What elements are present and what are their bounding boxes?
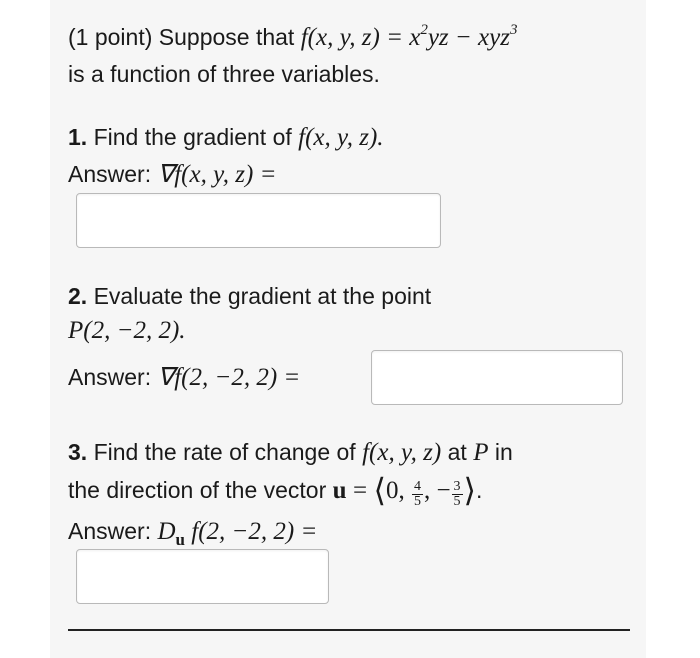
function-expression: f(x, y, $z) = x^2yz - xyz^3$: [300, 22, 518, 51]
problem-intro: [68, 22, 517, 53]
question-3-line-2: the direction of the vector u = ⟨0, $\frac{4}{5}$ , − $\frac{3}{5}$ ⟩.: [68, 472, 483, 509]
question-1-expression: f(x, y, z).: [298, 124, 384, 151]
question-3-expression: f(x, y, z): [362, 439, 442, 466]
answer-input-1[interactable]: [76, 193, 441, 248]
question-2-number: 2.: [68, 283, 88, 309]
direction-vector: ⟨0, $\frac{4}{5}$ , − $\frac{3}{5}$ ⟩: [373, 472, 477, 509]
question-1-number: 1.: [68, 124, 88, 150]
question-1-text: Find the gradient of: [93, 124, 292, 150]
question-3-answer-label: Answer: $D_u$ f(2, −2, 2) =: [68, 518, 318, 549]
point-p: P: [473, 439, 489, 466]
vector-u: u: [332, 477, 347, 504]
intro-line-2: is a function of three variables.: [68, 61, 380, 87]
question-1: [68, 122, 384, 153]
answer-input-2[interactable]: [371, 350, 623, 405]
answer-input-3[interactable]: [76, 549, 329, 604]
question-2-answer-label: Answer: ∇f(2, −2, 2) =: [68, 364, 301, 391]
question-3-number: 3.: [68, 439, 88, 465]
directional-derivative: $D_u$ f(2, −2, 2) =: [157, 518, 318, 549]
fraction-3-5: $\frac{3}{5}$: [453, 479, 461, 509]
question-1-answer-label: Answer: ∇f(x, y, z) =: [68, 161, 277, 188]
question-2-text: Evaluate the gradient at the point: [93, 283, 432, 309]
question-2: [68, 281, 431, 311]
question-2-point: P(2, −2, 2).: [68, 317, 186, 344]
fraction-4-5: $\frac{4}{5}$: [413, 479, 421, 509]
question-3-text: Find the rate of change of: [93, 439, 356, 465]
question-3: 3. Find the rate of change of f(x, y, z) at P in: [68, 439, 513, 466]
points-label: (1 point): [68, 24, 153, 50]
divider-line: [68, 629, 630, 631]
intro-text: Suppose that: [158, 24, 295, 50]
